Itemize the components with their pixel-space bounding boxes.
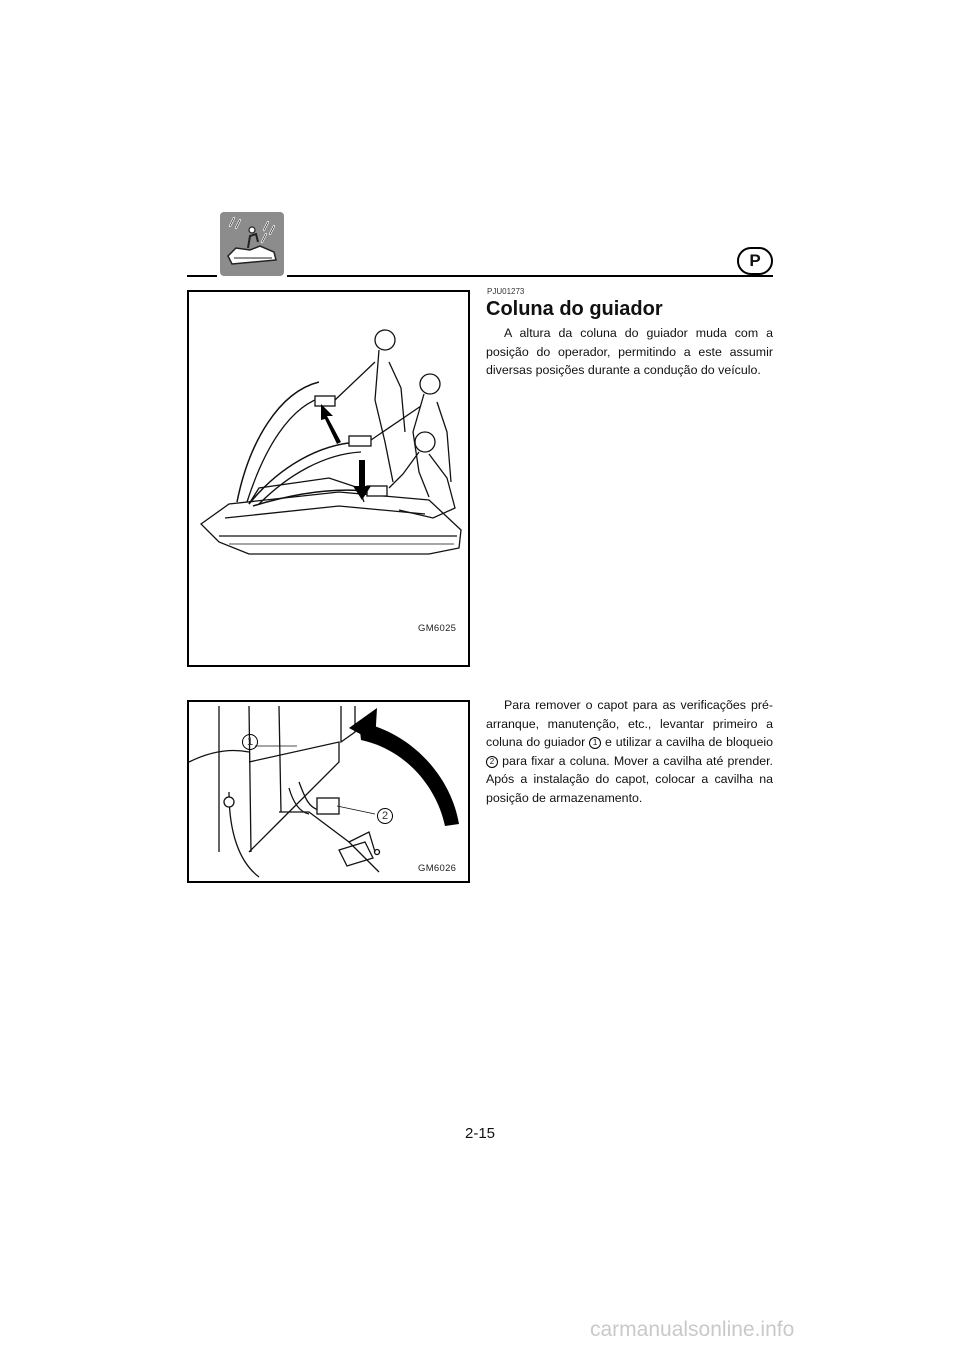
watermark: carmanualsonline.info: [590, 1318, 795, 1341]
paragraph-2-part-b: e utilizar a cavilha de bloqueio: [605, 735, 773, 750]
figure-code: GM6025: [418, 623, 457, 634]
callout-ref-2: 2: [486, 756, 498, 768]
callout-2: 2: [377, 808, 393, 824]
paragraph-2-part-a: Para remover o capot para as verificações pré-arranque, manutenção, etc., levantar primeiro a coluna do guiador: [486, 698, 773, 750]
header-rule-left: [187, 275, 217, 277]
section-title: Coluna do guiador: [486, 298, 663, 320]
language-badge: P: [737, 247, 773, 275]
callout-ref-1: 1: [589, 737, 601, 749]
figure-code: GM6026: [418, 863, 457, 874]
figure-handlebar-positions: [187, 290, 470, 667]
callout-1: 1: [242, 734, 258, 750]
paragraph-1: A altura da coluna do guiador muda com a posição do operador, permitindo a este assumir diversas posições durante a condução do veículo.: [486, 326, 773, 378]
paragraph-2-part-c: para fixar a coluna. Mover a cavilha até prender. Após a instalação do capot, colocar a cavilha na posição de armazenamento.: [486, 753, 773, 805]
section-ref-code: PJU01273: [487, 287, 525, 296]
page-number: 2-15: [464, 1125, 496, 1142]
paragraph-2: [486, 696, 773, 808]
figure-column-lock: [187, 700, 470, 883]
jet-ski-illustration: [189, 292, 468, 665]
watercraft-rider-icon: [220, 212, 284, 276]
header-rule-right: [287, 275, 773, 277]
column-lock-illustration: [189, 702, 468, 881]
